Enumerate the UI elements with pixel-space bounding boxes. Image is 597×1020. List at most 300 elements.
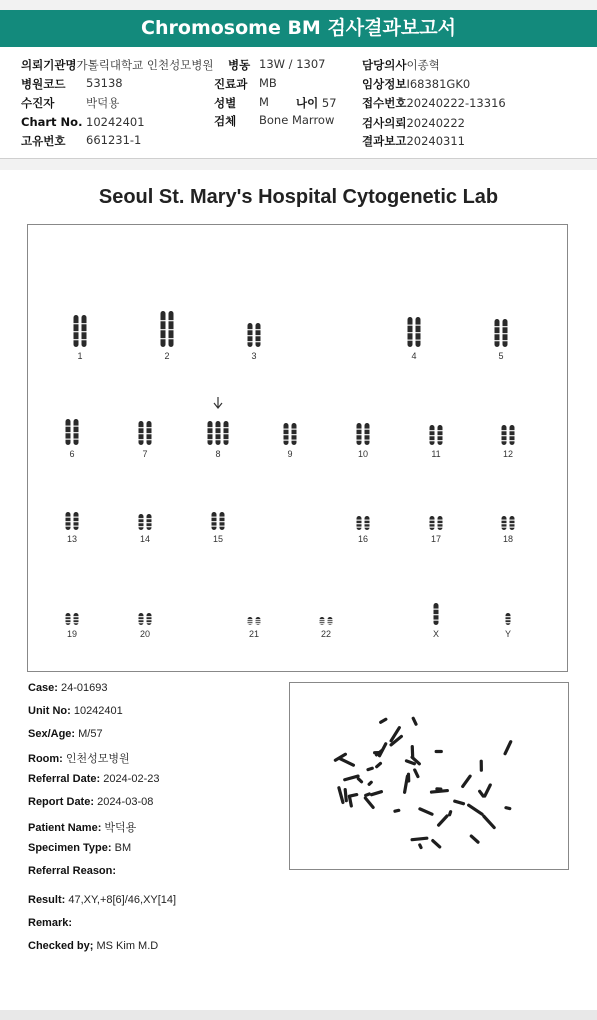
referral-date-value: 2024-02-23 — [103, 773, 160, 785]
metaphase-chromosome — [460, 774, 472, 789]
metaphase-chromosome — [436, 814, 449, 828]
chromosome-band — [147, 433, 152, 434]
chromosome-band — [438, 520, 443, 521]
specimen-type-value: BM — [114, 842, 132, 854]
chromosome-band — [74, 432, 79, 433]
chromosome-band — [434, 614, 439, 615]
chromosome-band — [256, 341, 261, 342]
patient-name-row — [28, 819, 136, 835]
chromosome-band — [292, 440, 297, 441]
report-date-row — [28, 796, 153, 808]
metaphase-chromosome — [337, 786, 345, 805]
dept-value-cell — [259, 76, 277, 90]
chromosome-band — [357, 523, 362, 524]
chromosome-band — [416, 325, 421, 326]
doctor-label: 담당의사 — [362, 58, 407, 72]
metaphase-image — [289, 682, 569, 870]
sex-label: 성별 — [214, 96, 237, 110]
chromosome-band — [208, 439, 213, 440]
patient-value-cell — [86, 95, 119, 111]
chromosome-label-4: 4 — [411, 351, 417, 361]
doctor-value: 이종혁 — [406, 58, 440, 72]
room-value: 인천성모병원 — [65, 753, 130, 765]
metaphase-chromosome — [343, 774, 360, 782]
chromosome-band — [66, 622, 71, 623]
chromosome-band — [502, 430, 507, 431]
chromosome-label-7: 7 — [142, 449, 148, 459]
chromosome-band — [256, 619, 261, 620]
metaphase-chromosome — [373, 751, 380, 754]
chromosome-label-21: 21 — [248, 629, 260, 639]
metaphase-chromosome — [367, 780, 374, 787]
chromosome-band — [147, 518, 152, 519]
chromosome-label-1: 1 — [77, 351, 83, 361]
receipt-field — [362, 95, 506, 111]
checked-value: MS Kim M.D — [96, 940, 159, 952]
result-label: Result: — [28, 894, 66, 906]
chromosome-band — [74, 517, 79, 518]
case-label: Case: — [28, 682, 58, 694]
chromosome-band — [82, 331, 87, 332]
chromosome-band — [66, 616, 71, 617]
chromosome-band — [256, 329, 261, 330]
chromosome-band — [320, 621, 325, 622]
chromosome-band — [212, 521, 217, 522]
chromosome-band — [438, 523, 443, 524]
chromosome-band — [438, 430, 443, 431]
report-date-label: Report Date: — [28, 796, 95, 808]
metaphase-chromosome — [378, 717, 388, 724]
chromosome-band — [147, 622, 152, 623]
chromosome-band — [357, 520, 362, 521]
chromosome-band — [495, 340, 500, 341]
chromosome-band — [74, 331, 79, 332]
chromosome-band — [248, 619, 253, 620]
chromosome-band — [502, 520, 507, 521]
chromosome-pair-16 — [357, 516, 370, 544]
chromosome-label-20: 20 — [139, 629, 151, 639]
chromosome-band — [208, 433, 213, 434]
chromosome-band — [408, 332, 413, 333]
checked-label: Checked by; — [28, 940, 94, 952]
receipt-value: 20240222-13316 — [406, 96, 506, 110]
chromosome-band — [365, 527, 370, 528]
lab-title: Seoul St. Mary's Hospital Cytogenetic Lab — [98, 186, 499, 208]
chromosome-band — [495, 326, 500, 327]
metaphase-chromosome — [453, 799, 466, 806]
sexage-value: M/57 — [78, 728, 103, 740]
chromosome-band — [74, 339, 79, 340]
chromosome-pair-5 — [495, 319, 508, 361]
chromosome-band — [357, 434, 362, 435]
chromosome-band — [430, 440, 435, 441]
chromosome-band — [502, 527, 507, 528]
chromosome-pair-21 — [248, 617, 261, 639]
sex-field — [214, 95, 236, 111]
chromosome-band — [74, 426, 79, 427]
chromosome-band — [216, 433, 221, 434]
chromosome-band — [506, 622, 511, 623]
chromosome-band — [139, 619, 144, 620]
metaphase-drawing — [290, 683, 570, 871]
chromosome-band — [139, 433, 144, 434]
chromosome-band — [365, 440, 370, 441]
chromosome-label-19: 19 — [66, 629, 78, 639]
dept-field — [214, 76, 247, 92]
karyogram-drawing — [28, 225, 569, 673]
chromosome-pair-14 — [139, 514, 152, 544]
chromosome-band — [147, 619, 152, 620]
metaphase-chromosome — [435, 787, 442, 791]
chromosome-label-8: 8 — [215, 449, 221, 459]
chromosome-pair-7 — [139, 421, 152, 459]
chromosome-band — [256, 335, 261, 336]
specimen-value-cell — [259, 113, 334, 127]
chromosome-pair-22 — [320, 617, 333, 639]
chromosome-label-10: 10 — [357, 449, 369, 459]
chromosome-pair-Y — [505, 613, 511, 639]
report-date-value: 2024-03-08 — [97, 796, 154, 808]
request-value: 20240222 — [406, 116, 465, 130]
metaphase-chromosome — [418, 807, 434, 817]
chromosome-pair-X — [433, 603, 439, 639]
chart-value: 10242401 — [86, 115, 145, 129]
chromosome-label-5: 5 — [498, 351, 504, 361]
specimen-value: Bone Marrow — [259, 113, 335, 127]
chromosome-band — [139, 439, 144, 440]
chromosome-band — [510, 527, 515, 528]
chromosome-band — [430, 527, 435, 528]
chromosome-band — [248, 329, 253, 330]
chromosome-pair-1 — [74, 315, 87, 361]
metaphase-chromosome — [370, 790, 384, 797]
patient-info-panel — [0, 47, 597, 159]
metaphase-chromosome — [480, 760, 483, 772]
chromosome-band — [438, 527, 443, 528]
dept-label: 진료과 — [214, 77, 248, 91]
chromosome-label-Y: Y — [504, 629, 512, 639]
chromosome-band — [510, 435, 515, 436]
chromosome-band — [139, 616, 144, 617]
chromosome-band — [248, 335, 253, 336]
chromosome-label-9: 9 — [287, 449, 293, 459]
chromosome-band — [328, 623, 333, 624]
clinical-field — [362, 76, 470, 92]
chromosome-band — [161, 329, 166, 330]
chromosome-band — [74, 619, 79, 620]
sexage-label: Sex/Age: — [28, 728, 76, 740]
metaphase-chromosome — [466, 803, 484, 816]
code-field — [21, 76, 65, 92]
metaphase-chromosome — [504, 806, 512, 811]
specimen-field — [214, 113, 236, 129]
chromosome-band — [147, 427, 152, 428]
age-field — [296, 95, 337, 111]
chromosome-band — [320, 623, 325, 624]
metaphase-chromosome — [347, 793, 358, 798]
unique-label: 고유번호 — [21, 134, 66, 148]
metaphase-chromosome — [403, 774, 410, 794]
ward-value: 13W / 1307 — [259, 57, 326, 71]
karyotype-report — [0, 170, 597, 1010]
chromosome-band — [66, 521, 71, 522]
code-value: 53138 — [86, 76, 123, 90]
chromosome-label-22: 22 — [320, 629, 332, 639]
metaphase-chromosome — [503, 740, 513, 756]
chromosome-band — [161, 338, 166, 339]
specimen-label: 검체 — [214, 114, 237, 128]
chromosome-band — [502, 435, 507, 436]
bottom-strip — [0, 1010, 597, 1020]
chromosome-pair-8 — [208, 421, 229, 459]
chromosome-band — [510, 520, 515, 521]
metaphase-chromosome — [377, 742, 388, 758]
chromosome-band — [510, 440, 515, 441]
chromosome-band — [66, 426, 71, 427]
chromosome-band — [506, 619, 511, 620]
chromosome-band — [220, 521, 225, 522]
chromosome-band — [169, 338, 174, 339]
metaphase-chromosome — [418, 843, 423, 850]
clinical-value: I68381GK0 — [406, 77, 471, 91]
hospital-label: 의뢰기관명 — [21, 58, 77, 72]
chromosome-band — [66, 526, 71, 527]
chromosome-band — [430, 435, 435, 436]
chromosome-band — [328, 619, 333, 620]
unique-value: 661231-1 — [86, 133, 142, 147]
clinical-label: 임상정보 — [362, 77, 407, 91]
chromosome-pair-3 — [248, 323, 261, 361]
chromosome-band — [139, 427, 144, 428]
chromosome-band — [66, 619, 71, 620]
karyogram-image — [27, 224, 568, 672]
chromosome-label-X: X — [432, 629, 440, 639]
report-value: 20240311 — [406, 134, 465, 148]
referral-reason-row — [28, 865, 116, 877]
metaphase-chromosome — [469, 834, 480, 845]
metaphase-chromosome — [411, 716, 418, 726]
chromosome-band — [208, 427, 213, 428]
chromosome-band — [506, 616, 511, 617]
chromosome-band — [408, 325, 413, 326]
chromosome-band — [248, 341, 253, 342]
chromosome-band — [224, 433, 229, 434]
chromosome-band — [161, 320, 166, 321]
chromosome-band — [365, 434, 370, 435]
chromosome-band — [430, 430, 435, 431]
referral-date-label: Referral Date: — [28, 773, 101, 785]
chart-label: Chart No. — [21, 115, 83, 129]
chromosome-pair-9 — [284, 423, 297, 459]
chromosome-band — [74, 526, 79, 527]
patient-name-value: 박덕용 — [104, 822, 137, 834]
request-label: 검사의뢰 — [362, 116, 407, 130]
chromosome-band — [416, 332, 421, 333]
chromosome-band — [216, 439, 221, 440]
chromosome-pair-11 — [430, 425, 443, 459]
chromosome-band — [320, 619, 325, 620]
chromosome-band — [82, 339, 87, 340]
chromosome-label-2: 2 — [164, 351, 170, 361]
report-field — [362, 133, 465, 149]
chromosome-band — [139, 522, 144, 523]
chromosome-band — [147, 439, 152, 440]
unit-label: Unit No: — [28, 705, 71, 717]
chromosome-band — [224, 439, 229, 440]
chromosome-band — [430, 520, 435, 521]
unique-value-cell — [86, 133, 141, 147]
chromosome-band — [74, 616, 79, 617]
chromosome-band — [502, 523, 507, 524]
hospital-field — [21, 57, 214, 73]
down-arrow-icon — [214, 397, 222, 408]
chromosome-band — [139, 526, 144, 527]
chromosome-band — [357, 527, 362, 528]
result-value: 47,XY,+8[6]/46,XY[14] — [68, 894, 177, 906]
chromosome-band — [147, 522, 152, 523]
metaphase-chromosome — [431, 838, 442, 849]
age-value: 57 — [321, 96, 337, 110]
specimen-type-label: Specimen Type: — [28, 842, 112, 854]
patient-name-label: Patient Name: — [28, 822, 102, 834]
remark-label: Remark: — [28, 917, 73, 929]
ward-field — [228, 57, 250, 73]
metaphase-chromosome — [366, 766, 374, 771]
chromosome-band — [220, 526, 225, 527]
sexage-row — [28, 728, 103, 740]
chromosome-band — [248, 623, 253, 624]
chromosome-pair-20 — [139, 613, 152, 639]
chromosome-band — [292, 434, 297, 435]
unique-field — [21, 133, 65, 149]
metaphase-chromosome — [410, 836, 428, 841]
chromosome-band — [510, 430, 515, 431]
specimen-type-row — [28, 842, 131, 854]
chromosome-band — [434, 620, 439, 621]
chromosome-band — [139, 622, 144, 623]
chart-field — [21, 115, 82, 129]
receipt-label: 접수번호 — [362, 96, 407, 110]
chromosome-band — [292, 429, 297, 430]
chromosome-band — [74, 521, 79, 522]
chromosome-label-3: 3 — [251, 351, 257, 361]
code-label: 병원코드 — [21, 77, 66, 91]
unit-row — [28, 705, 123, 717]
chromosome-band — [147, 616, 152, 617]
chromosome-label-12: 12 — [502, 449, 514, 459]
sex-value: M — [259, 95, 269, 109]
room-row — [28, 750, 130, 766]
metaphase-chromosome — [363, 796, 375, 810]
chromosome-band — [503, 326, 508, 327]
age-label: 나이 — [296, 96, 319, 110]
chromosome-band — [357, 429, 362, 430]
dept-value: MB — [259, 76, 277, 90]
chromosome-band — [224, 427, 229, 428]
chromosome-band — [212, 517, 217, 518]
chromosome-band — [66, 517, 71, 518]
chromosome-pair-19 — [66, 613, 79, 639]
chromosome-band — [82, 323, 87, 324]
chromosome-band — [416, 340, 421, 341]
chromosome-band — [256, 623, 261, 624]
chromosome-band — [220, 517, 225, 518]
code-value-cell — [86, 76, 123, 90]
case-row — [28, 682, 108, 694]
chromosome-band — [147, 526, 152, 527]
chromosome-label-15: 15 — [212, 534, 224, 544]
request-field — [362, 115, 465, 131]
chromosome-band — [66, 432, 71, 433]
sex-value-cell — [259, 95, 269, 109]
chromosome-label-18: 18 — [502, 534, 514, 544]
chart-value-cell — [86, 115, 145, 129]
chromosome-pair-10 — [357, 423, 370, 459]
chromosome-pair-4 — [408, 317, 421, 361]
hospital-value: 가톨릭대학교 인천성모병원 — [76, 58, 214, 72]
chromosome-pair-18 — [502, 516, 515, 544]
chromosome-label-16: 16 — [357, 534, 369, 544]
chromosome-band — [434, 609, 439, 610]
chromosome-band — [357, 440, 362, 441]
chromosome-band — [365, 429, 370, 430]
doctor-field — [362, 57, 440, 73]
metaphase-chromosome — [411, 745, 415, 759]
patient-label: 수진자 — [21, 96, 55, 110]
chromosome-label-13: 13 — [66, 534, 78, 544]
chromosome-band — [365, 520, 370, 521]
metaphase-chromosome — [343, 788, 348, 802]
chromosome-band — [216, 427, 221, 428]
result-row — [28, 894, 176, 906]
chromosome-band — [212, 526, 217, 527]
report-header-title: Chromosome BM 검사결과보고서 — [0, 10, 597, 47]
chromosome-band — [438, 435, 443, 436]
chromosome-band — [284, 434, 289, 435]
chromosome-band — [328, 621, 333, 622]
chromosome-band — [169, 320, 174, 321]
chromosome-band — [74, 439, 79, 440]
chromosome-band — [503, 333, 508, 334]
report-label: 결과보고 — [362, 134, 407, 148]
chromosome-band — [66, 439, 71, 440]
metaphase-chromosome — [413, 768, 420, 779]
chromosome-band — [502, 440, 507, 441]
patient-value: 박덕용 — [86, 96, 120, 110]
remark-row — [28, 917, 72, 929]
ward-value-cell — [259, 57, 325, 71]
referral-date-row — [28, 773, 159, 785]
referral-reason-label: Referral Reason: — [28, 865, 117, 877]
chromosome-band — [74, 622, 79, 623]
chromosome-band — [365, 523, 370, 524]
chromosome-label-14: 14 — [139, 534, 151, 544]
chromosome-label-11: 11 — [431, 449, 441, 459]
metaphase-chromosome — [482, 814, 497, 830]
metaphase-chromosome — [435, 750, 443, 753]
room-label: Room: — [28, 753, 63, 765]
chromosome-band — [408, 340, 413, 341]
ward-label: 병동 — [228, 58, 251, 72]
patient-field — [21, 95, 54, 111]
chromosome-pair-6 — [66, 419, 79, 459]
chromosome-pair-13 — [66, 512, 79, 544]
chromosome-pair-2 — [161, 311, 174, 361]
chromosome-band — [248, 621, 253, 622]
chromosome-label-17: 17 — [430, 534, 442, 544]
case-value: 24-01693 — [61, 682, 108, 694]
metaphase-chromosome — [448, 810, 453, 817]
